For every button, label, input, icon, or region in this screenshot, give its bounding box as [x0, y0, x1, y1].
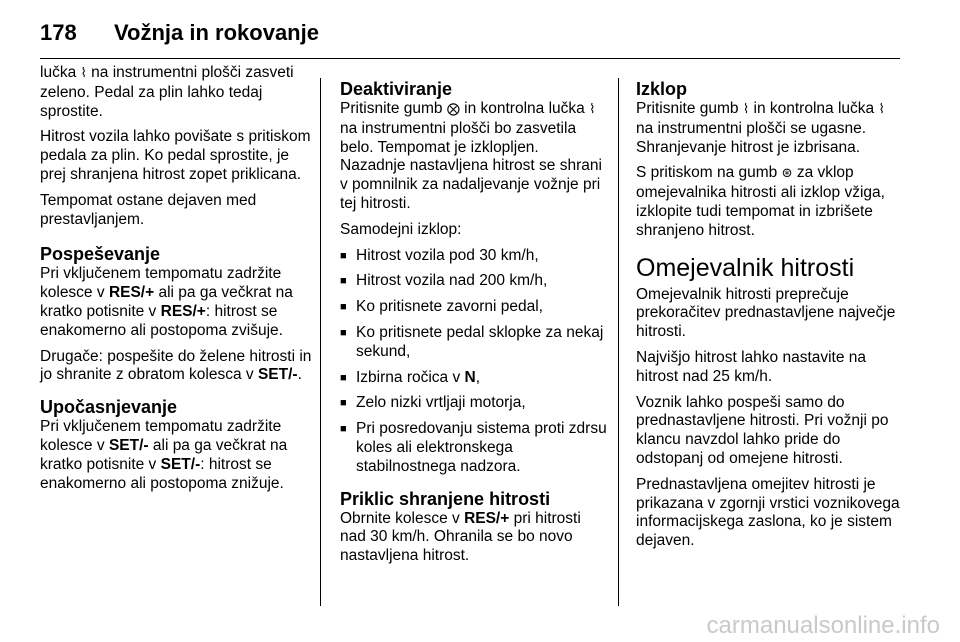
page-number: 178: [40, 20, 77, 45]
paragraph: Pritisnite gumb ⨂ in kontrolna lučka ⌇ na instrumentni plošči bo zasvetila belo. Tempomat je izklopljen. Nazadnje nastavljena hitrost se shrani v pomnilnik za nadaljevanje vožnje pri tej hitrosti.: [340, 100, 602, 212]
paragraph: Pri vključenem tempomatu zadržite kolesce v SET/- ali pa ga večkrat na kratko potisnite v SET/-: hitrost se enakomerno ali postopoma znižuje.: [40, 418, 288, 492]
column-3: [636, 64, 906, 558]
heading-deactivation: Deaktiviranje: [340, 79, 453, 99]
heading-acceleration: Pospeševanje: [40, 244, 161, 265]
page-title: Vožnja in rokovanje: [114, 20, 319, 45]
cruise-control-indicator-icon: ⌇: [589, 102, 596, 117]
heading-recall-speed: Priklic shranjene hitrosti: [340, 488, 551, 509]
paragraph: Pri vključenem tempomatu zadržite kolesce v RES/+ ali pa ga večkrat na kratko potisnite v RES/+: hitrost se enakomerno ali postopoma zvišuje.: [40, 265, 293, 339]
paragraph: Drugače: pospešite do želene hitrosti in jo shranite z obratom kolesca v SET/-.: [40, 347, 312, 384]
paragraph: Obrnite kolesce v RES/+ pri hitrosti nad 30 km/h. Ohranila se bo novo nastavljena hitrost.: [340, 509, 581, 565]
column-1: [40, 64, 316, 500]
paragraph: Samodejni izklop:: [340, 220, 462, 238]
paragraph: Omejevalnik hitrosti preprečuje prekoračitev prednastavljene največje hitrosti.: [636, 285, 896, 341]
list-item: ■ Pri posredovanju sistema proti zdrsu koles ali elektronskega stabilnostnega nadzora.: [340, 420, 608, 476]
cruise-control-indicator-icon: ⌇: [878, 102, 885, 117]
paragraph: Prednastavljena omejitev hitrosti je prikazana v zgornji vrstici voznikovega informacijskega zaslona, ko je sistem dejaven.: [636, 475, 900, 550]
paragraph: Pritisnite gumb ⌇ in kontrolna lučka ⌇ na instrumentni plošči se ugasne. Shranjevanje hitrost je izbrisana.: [636, 100, 885, 156]
heading-speed-limiter: Omejevalnik hitrosti: [636, 253, 855, 282]
column-2: [340, 64, 608, 573]
list-item: ■ Izbirna ročica v N,: [340, 369, 608, 388]
heading-deceleration: Upočasnjevanje: [40, 397, 178, 418]
heading-switch-off: Izklop: [636, 79, 688, 99]
cruise-control-indicator-icon: ⌇: [742, 102, 750, 117]
paragraph: lučka ⌇ na instrumentni plošči zasveti zeleno. Pedal za plin lahko tedaj sprostite.: [40, 64, 294, 120]
list-item: ■ Hitrost vozila nad 200 km/h,: [340, 272, 608, 291]
column-divider-1: [320, 78, 321, 606]
cruise-cancel-icon: ⨂: [446, 102, 460, 117]
header-rule: [40, 58, 900, 59]
paragraph: Voznik lahko pospeši samo do prednastavljene hitrosti. Pri vožnji po klancu navzdol lahko pride do odstopanj od omejene hitrosti.: [636, 393, 889, 467]
cruise-control-indicator-icon: ⌇: [80, 66, 87, 81]
paragraph: Hitrost vozila lahko povišate s pritiskom pedala za plin. Ko pedal sprostite, je prej shranjena hitrost zopet priklicana.: [40, 128, 311, 183]
paragraph: S pritiskom na gumb ⊛ za vklop omejevalnika hitrosti ali izklop vžiga, izklopite tudi tempomat in izbrišete shranjeno hitrost.: [636, 164, 885, 239]
auto-off-list: [340, 247, 608, 477]
watermark: carmanualsonline.info: [706, 612, 940, 639]
list-item: ■ Zelo nizki vrtljaji motorja,: [340, 394, 608, 413]
column-divider-2: [618, 78, 619, 606]
list-item: ■ Ko pritisnete pedal sklopke za nekaj sekund,: [340, 324, 608, 362]
paragraph: Tempomat ostane dejaven med prestavljanjem.: [40, 191, 257, 228]
list-item: ■ Ko pritisnete zavorni pedal,: [340, 298, 608, 317]
list-item: ■ Hitrost vozila pod 30 km/h,: [340, 247, 608, 266]
speed-limiter-icon: ⊛: [781, 166, 793, 182]
paragraph: Najvišjo hitrost lahko nastavite na hitrost nad 25 km/h.: [636, 348, 867, 385]
